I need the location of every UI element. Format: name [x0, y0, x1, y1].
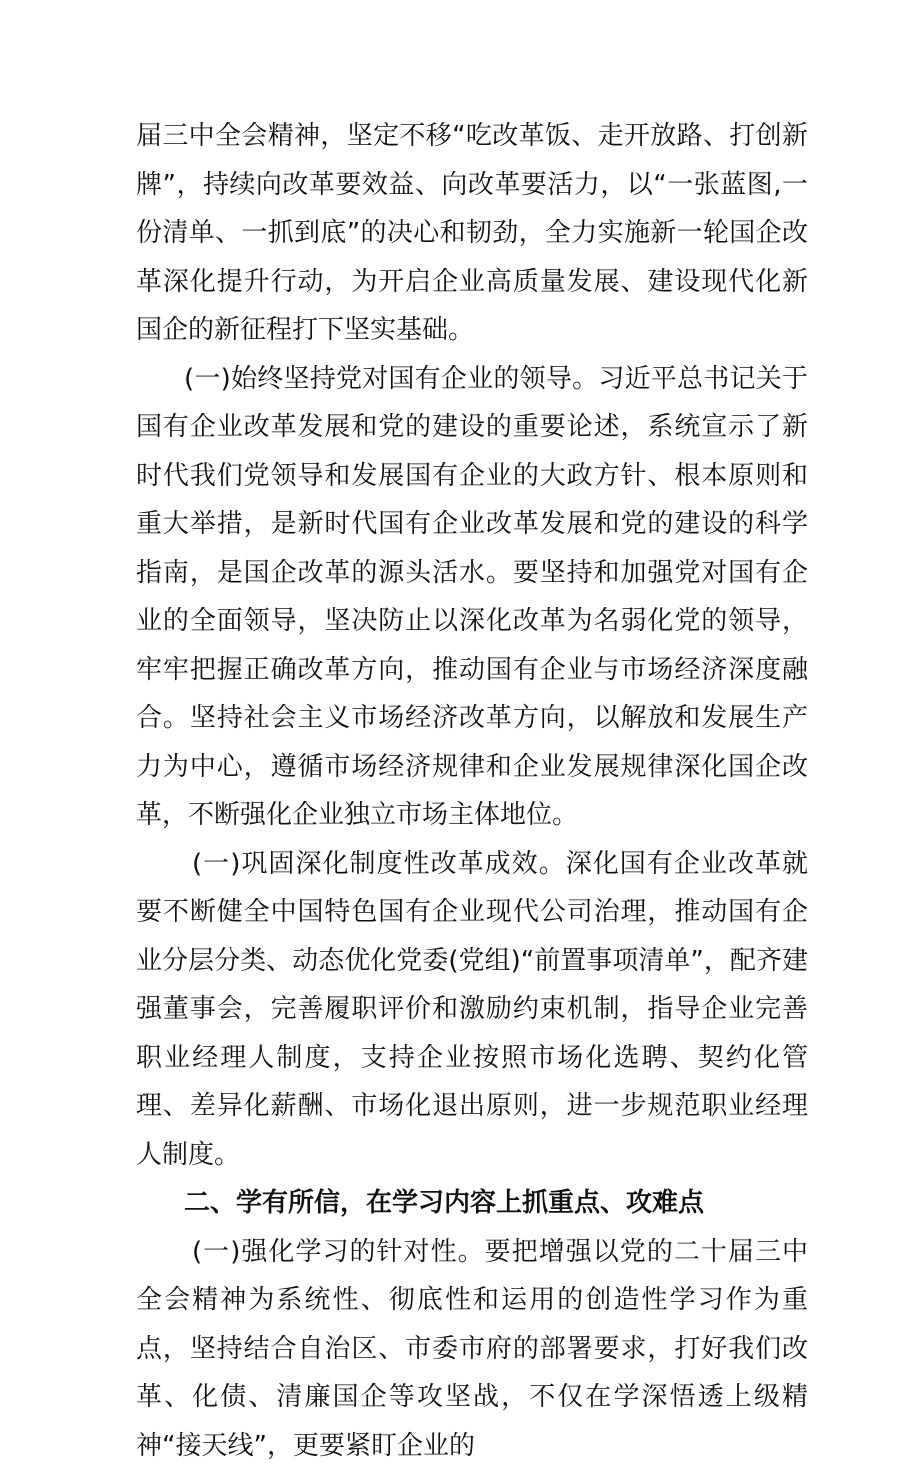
- section-heading: 二、学有所信，在学习内容上抓重点、攻难点: [136, 1179, 808, 1228]
- paragraph-continuation: 届三中全会精神，坚定不移“吃改革饭、走开放路、打创新牌”，持续向改革要效益、向改革要活力，以“一张蓝图,一份清单、一抓到底”的决心和韧劲，全力实施新一轮国企改革深化提升行动，为开启企业高质量发展、建设现代化新国企的新征程打下坚实基础。: [136, 112, 808, 355]
- paragraph-institutional-reform: (一)巩固深化制度性改革成效。深化国有企业改革就要不断健全中国特色国有企业现代公司治理，推动国有企业分层分类、动态优化党委(党组)“前置事项清单”，配齐建强董事会，完善履职评价和激励约束机制，指导企业完善职业经理人制度，支持企业按照市场化选聘、契约化管理、差异化薪酬、市场化退出原则，进一步规范职业经理人制度。: [136, 840, 808, 1180]
- paragraph-study-focus: (一)强化学习的针对性。要把增强以党的二十届三中全会精神为系统性、彻底性和运用的创造性学习作为重点，坚持结合自治区、市委市府的部署要求，打好我们改革、化债、清廉国企等攻坚战，不仅在学深悟透上级精神“接天线”，更要紧盯企业的: [136, 1228, 808, 1470]
- document-body: [136, 112, 808, 1470]
- paragraph-party-leadership: (一)始终坚持党对国有企业的领导。习近平总书记关于国有企业改革发展和党的建设的重要论述，系统宣示了新时代我们党领导和发展国有企业的大政方针、根本原则和重大举措，是新时代国有企业改革发展和党的建设的科学指南，是国企改革的源头活水。要坚持和加强党对国有企业的全面领导，坚决防止以深化改革为名弱化党的领导，牢牢把握正确改革方向，推动国有企业与市场经济深度融合。坚持社会主义市场经济改革方向，以解放和发展生产力为中心，遵循市场经济规律和企业发展规律深化国企改革，不断强化企业独立市场主体地位。: [136, 355, 808, 840]
